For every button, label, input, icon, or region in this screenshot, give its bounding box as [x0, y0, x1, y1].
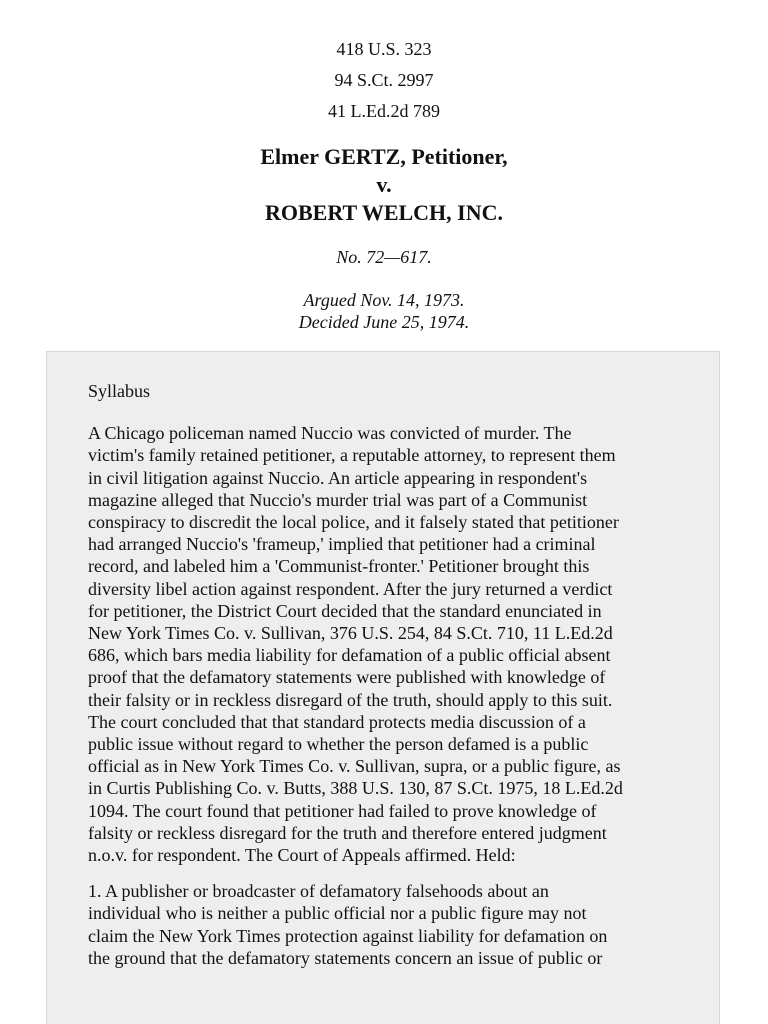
decided-date: Decided June 25, 1974.	[298, 312, 470, 332]
syllabus-line: falsity or reckless disregard for the truth and therefore entered judgment	[88, 822, 607, 843]
syllabus-line: in civil litigation against Nuccio. An article appearing in respondent's	[88, 467, 588, 488]
syllabus-line: 1094. The court found that petitioner had failed to prove knowledge of	[88, 800, 597, 821]
syllabus-line: magazine alleged that Nuccio's murder trial was part of a Communist	[88, 489, 588, 510]
syllabus-line: A Chicago policeman named Nuccio was convicted of murder. The	[88, 423, 572, 444]
syllabus-line: 686, which bars media liability for defamation of a public official absent	[88, 645, 611, 666]
citations	[0, 34, 768, 127]
docket-number: No. 72—617.	[336, 247, 432, 267]
syllabus-line: The court concluded that that standard protects media discussion of a	[88, 711, 586, 732]
syllabus-line: their falsity or in reckless disregard of the truth, should apply to this suit.	[88, 689, 613, 710]
argued-date: Argued Nov. 14, 1973.	[303, 290, 465, 310]
syllabus-line: diversity libel action against respondent. After the jury returned a verdict	[88, 578, 613, 599]
citation-sct: 94 S.Ct. 2997	[334, 70, 434, 90]
syllabus-line: official as in New York Times Co. v. Sullivan, supra, or a public figure, as	[88, 756, 621, 777]
syllabus-content	[88, 380, 688, 983]
syllabus-line: 1. A publisher or broadcaster of defamatory falsehoods about an	[88, 881, 549, 902]
syllabus-line: individual who is neither a public official nor a public figure may not	[88, 903, 587, 924]
respondent-name: ROBERT WELCH, INC.	[264, 200, 504, 225]
syllabus-line: record, and labeled him a 'Communist-fronter.' Petitioner brought this	[88, 556, 590, 577]
citation-us: 418 U.S. 323	[336, 39, 432, 59]
syllabus-line: for petitioner, the District Court decided that the standard enunciated in	[88, 600, 602, 621]
syllabus-line: conspiracy to discredit the local police, and it falsely stated that petitioner	[88, 512, 619, 533]
syllabus-line: n.o.v. for respondent. The Court of Appeals affirmed. Held:	[88, 845, 516, 866]
syllabus-line: had arranged Nuccio's 'frameup,' implied that petitioner had a criminal	[88, 534, 596, 555]
syllabus-line: proof that the defamatory statements were published with knowledge of	[88, 667, 606, 688]
citation-led: 41 L.Ed.2d 789	[328, 101, 440, 121]
syllabus-line: victim's family retained petitioner, a reputable attorney, to represent them	[88, 445, 616, 466]
syllabus-line: in Curtis Publishing Co. v. Butts, 388 U.S. 130, 87 S.Ct. 1975, 18 L.Ed.2d	[88, 778, 623, 799]
syllabus-line: the ground that the defamatory statements concern an issue of public or	[88, 947, 603, 968]
syllabus-line: public issue without regard to whether the person defamed is a public	[88, 734, 589, 755]
syllabus-line: claim the New York Times protection against liability for defamation on	[88, 925, 608, 946]
case-title	[0, 143, 768, 227]
petitioner-name: Elmer GERTZ, Petitioner,	[260, 144, 508, 169]
syllabus-line: New York Times Co. v. Sullivan, 376 U.S. 254, 84 S.Ct. 710, 11 L.Ed.2d	[88, 623, 613, 644]
syllabus-paragraph-2	[88, 880, 688, 969]
syllabus-box	[46, 351, 720, 1024]
case-dates	[0, 289, 768, 333]
versus-label: v.	[376, 172, 392, 197]
syllabus-heading: Syllabus	[88, 381, 151, 401]
syllabus-paragraph-1	[88, 422, 688, 866]
